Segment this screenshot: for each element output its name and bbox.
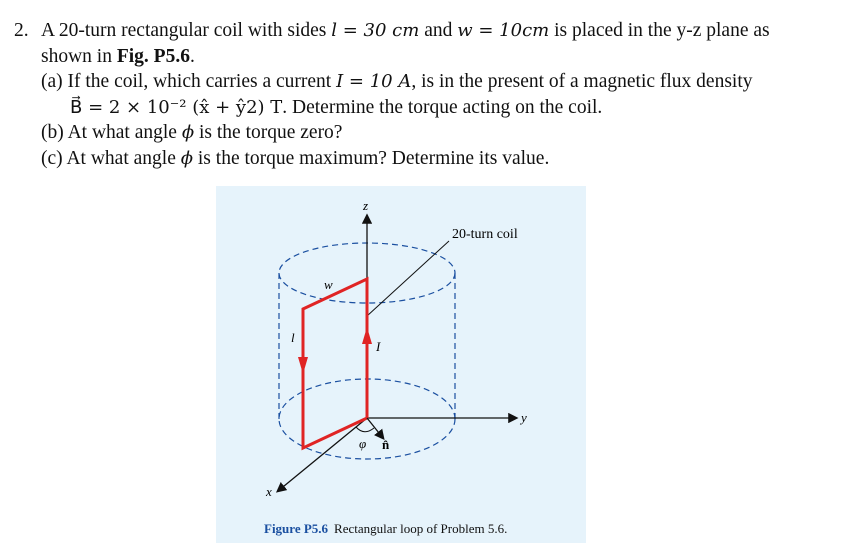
x-axis-label: x bbox=[266, 484, 272, 499]
problem-text-2-tail: . bbox=[189, 45, 195, 67]
part-b-text-1: At what angle bbox=[67, 122, 182, 143]
width-label: w bbox=[324, 277, 333, 292]
problem-line-1 bbox=[14, 18, 854, 44]
part-a-line-2 bbox=[14, 95, 854, 121]
part-a-line-1 bbox=[14, 69, 854, 95]
part-c-text-1: At what angle bbox=[66, 147, 181, 169]
problem-text-2: shown in bbox=[41, 45, 117, 67]
part-c-label: (c) bbox=[41, 147, 63, 169]
part-b-text-2: is the torque zero? bbox=[194, 122, 343, 143]
part-b-label: (b) bbox=[41, 122, 64, 143]
part-a-text-1: If the coil, which carries a current bbox=[67, 71, 337, 92]
part-a-text-3: . Determine the torque acting on the coil. bbox=[282, 96, 603, 118]
figure-caption-text: Rectangular loop of Problem 5.6. bbox=[334, 521, 508, 536]
normal-label: n̂ bbox=[382, 437, 390, 452]
phi-arc bbox=[356, 427, 374, 432]
current-arrow-up bbox=[362, 327, 372, 344]
problem-text-1-tail: is placed in the y-z plane as bbox=[549, 20, 770, 41]
figure-reference: Fig. P5.6 bbox=[116, 45, 190, 67]
phi-symbol: ϕ bbox=[181, 122, 195, 143]
x-axis bbox=[278, 418, 367, 491]
part-c-line bbox=[14, 146, 854, 172]
problem-and: and bbox=[419, 20, 458, 41]
part-a-text-2: , is in the present of a magnetic flux density bbox=[411, 71, 753, 92]
length-equation: l = 30 cm bbox=[331, 20, 420, 41]
phi-symbol: ϕ bbox=[180, 147, 194, 169]
current-equation: I = 10 A bbox=[336, 71, 412, 92]
problem-text-1: A 20-turn rectangular coil with sides bbox=[41, 20, 332, 41]
rectangular-coil bbox=[303, 279, 367, 448]
current-label: I bbox=[376, 339, 381, 354]
problem-line-2 bbox=[14, 44, 854, 70]
problem-number: 2. bbox=[14, 20, 29, 41]
part-c-text-2: is the torque maximum? Determine its value. bbox=[193, 147, 550, 169]
part-a-label: (a) bbox=[41, 71, 63, 92]
normal-vector bbox=[367, 418, 383, 438]
phi-label: φ bbox=[359, 436, 367, 451]
y-axis-label: y bbox=[521, 410, 527, 425]
problem-statement bbox=[14, 18, 854, 171]
figure-caption bbox=[264, 521, 507, 537]
width-equation: w = 10cm bbox=[457, 20, 550, 41]
current-arrow-down bbox=[298, 357, 308, 374]
figure-caption-tag: Figure P5.6 bbox=[264, 521, 329, 536]
z-axis-label: z bbox=[363, 198, 369, 213]
part-b-line bbox=[14, 120, 854, 146]
figure-p5-6 bbox=[216, 186, 586, 543]
coil-label: 20-turn coil bbox=[452, 227, 518, 242]
length-label: l bbox=[291, 330, 295, 345]
coil-pointer-line bbox=[367, 241, 449, 316]
field-equation: B⃗ = 2 × 10⁻² (x̂ + ŷ2) T bbox=[70, 96, 283, 118]
coil-diagram bbox=[216, 186, 586, 543]
